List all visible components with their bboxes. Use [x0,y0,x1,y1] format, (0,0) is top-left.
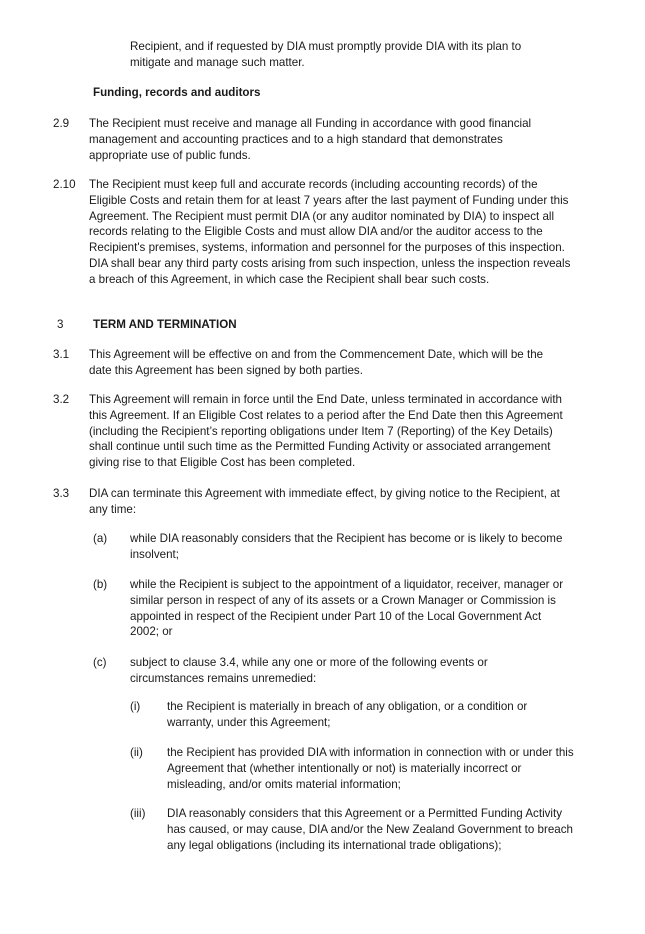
clause-text: The Recipient must keep full and accurate records (including accounting records) of the Eligible Costs and retain them for at least 7 years after the last payment of Funding under this Agreement. The Recipient must permit DIA (or any auditor nominated by DIA) to inspect all records relating to the Eligible Costs and must allow DIA and/or the auditor access to the Recipient's premises, systems, information and personnel for the purposes of this inspection. DIA shall bear any third party costs arising from such inspection, unless the inspection reveals a breach of this Agreement, in which case the Recipient shall bear such costs. [89,178,571,286]
roman-item-number: (i) [130,700,141,713]
clause-text: DIA can terminate this Agreement with immediate effect, by giving notice to the Recipient, at any time: [89,487,560,516]
clause-text: This Agreement will be effective on and from the Commencement Date, which will be the date this Agreement has been signed by both parties. [89,348,544,377]
clause-text: The Recipient must receive and manage all Funding in accordance with good financial management and accounting practices and to a high standard that demonstrates appropriate use of public funds. [89,117,532,162]
roman-item-text: the Recipient is materially in breach of any obligation, or a condition or warranty, under this Agreement; [167,700,528,729]
sub-item-number: (c) [93,656,107,669]
clause-number: 3.3 [53,487,70,500]
roman-item-text: DIA reasonably considers that this Agreement or a Permitted Funding Activity has caused, or may cause, DIA and/or the New Zealand Government to breach any legal obligations (including its international trade obligations); [167,807,574,852]
clause-number: 2.10 [53,178,76,191]
clause-text: This Agreement will remain in force until the End Date, unless terminated in accordance with this Agreement. If an Eligible Cost relates to a period after the End Date then this Agreement (including the Recipient’s reporting obligations under Item 7 (Reporting) of the Key Details) shall continue until such time as the Permitted Funding Activity or associated arrangement giving rise to that Eligible Cost has been completed. [89,393,563,470]
sub-item-text: subject to clause 3.4, while any one or more of the following events or circumstances remains unremedied: [130,656,488,685]
sub-item-number: (a) [93,532,108,545]
clause-number: 2.9 [53,117,70,130]
clause-number: 3.1 [53,348,70,361]
intro-paragraph: Recipient, and if requested by DIA must promptly provide DIA with its plan to mitigate and manage such matter. [130,40,522,69]
roman-item-number: (ii) [130,746,143,759]
sub-item-number: (b) [93,578,108,591]
clause-number: 3.2 [53,393,70,406]
funding-heading: Funding, records and auditors [93,86,261,99]
sub-item-text: while DIA reasonably considers that the Recipient has become or is likely to become insolvent; [130,532,563,561]
roman-item-number: (iii) [130,807,146,820]
section-title: TERM AND TERMINATION [93,318,237,331]
section-number: 3 [57,318,64,331]
sub-item-text: while the Recipient is subject to the appointment of a liquidator, receiver, manager or similar person in respect of any of its assets or a Crown Manager or Commission is appointed in respect of the Recipient under Part 10 of the Local Government Act 2002; or [130,578,564,639]
roman-item-text: the Recipient has provided DIA with information in connection with or under this Agreement that (whether intentionally or not) is materially incorrect or misleading, and/or omits material information; [167,746,574,791]
